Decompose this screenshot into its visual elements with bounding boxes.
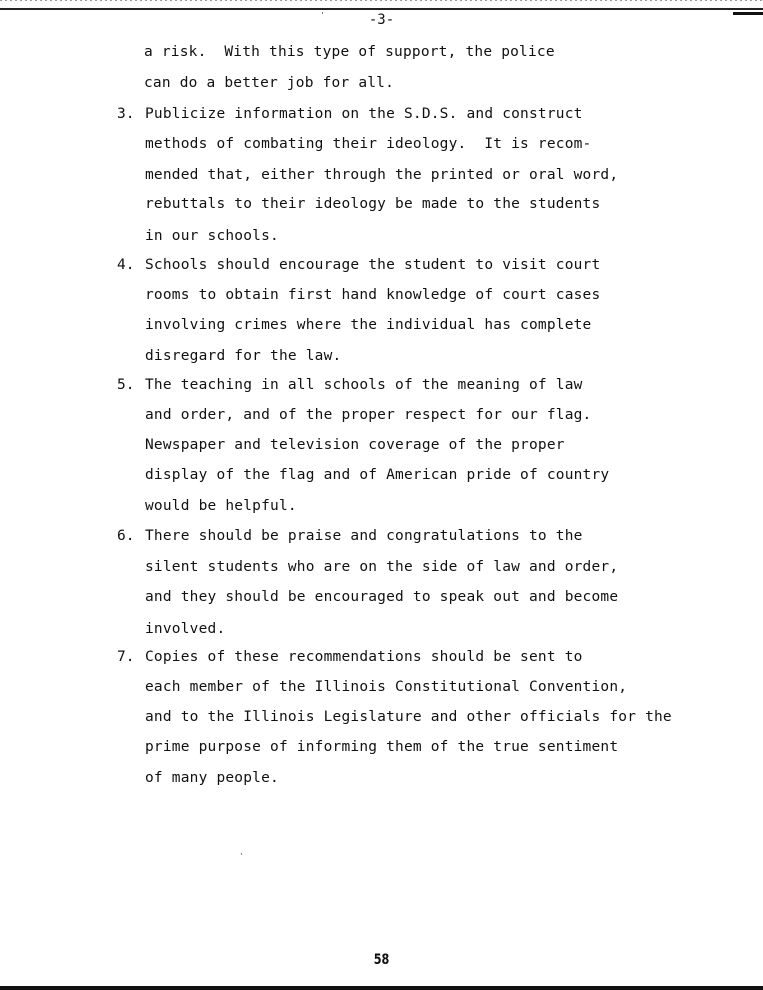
item-line: mended that, either through the printed or oral word, bbox=[145, 167, 619, 183]
scan-speck bbox=[322, 12, 323, 14]
item-line: There should be praise and congratulations to the bbox=[145, 528, 583, 544]
item-line: Newspaper and television coverage of the proper bbox=[145, 437, 565, 453]
item-line: and to the Illinois Legislature and other officials for the bbox=[145, 709, 672, 725]
item-line: Publicize information on the S.D.S. and construct bbox=[145, 106, 583, 122]
item-number: 7. bbox=[117, 649, 135, 665]
page-label: -3- bbox=[368, 12, 395, 28]
intro-line: a risk. With this type of support, the police bbox=[144, 44, 555, 60]
item-number: 4. bbox=[117, 257, 135, 273]
item-number: 5. bbox=[117, 377, 135, 393]
item-line: involving crimes where the individual has complete bbox=[145, 317, 592, 333]
item-line: in our schools. bbox=[145, 228, 279, 244]
item-line: Copies of these recommendations should be sent to bbox=[145, 649, 583, 665]
item-number: 3. bbox=[117, 106, 135, 122]
item-line: and they should be encouraged to speak out and become bbox=[145, 589, 619, 605]
item-line: silent students who are on the side of law and order, bbox=[145, 559, 619, 575]
item-line: would be helpful. bbox=[145, 498, 297, 514]
top-border bbox=[0, 0, 763, 10]
item-line: and order, and of the proper respect for our flag. bbox=[145, 407, 592, 423]
item-line: methods of combating their ideology. It is recom- bbox=[145, 136, 592, 152]
item-line: rebuttals to their ideology be made to the students bbox=[145, 196, 601, 212]
bottom-border bbox=[0, 986, 763, 990]
item-line: prime purpose of informing them of the true sentiment bbox=[145, 739, 619, 755]
scan-speck bbox=[241, 853, 243, 855]
item-line: display of the flag and of American pride of country bbox=[145, 467, 610, 483]
item-line: disregard for the law. bbox=[145, 348, 342, 364]
intro-line: can do a better job for all. bbox=[144, 75, 395, 91]
item-line: involved. bbox=[145, 621, 226, 637]
item-line: rooms to obtain first hand knowledge of court cases bbox=[145, 287, 601, 303]
item-line: of many people. bbox=[145, 770, 279, 786]
item-line: The teaching in all schools of the meaning of law bbox=[145, 377, 583, 393]
footer-page-number: 58 bbox=[373, 952, 390, 968]
item-number: 6. bbox=[117, 528, 135, 544]
item-line: Schools should encourage the student to visit court bbox=[145, 257, 601, 273]
item-line: each member of the Illinois Constitutional Convention, bbox=[145, 679, 628, 695]
